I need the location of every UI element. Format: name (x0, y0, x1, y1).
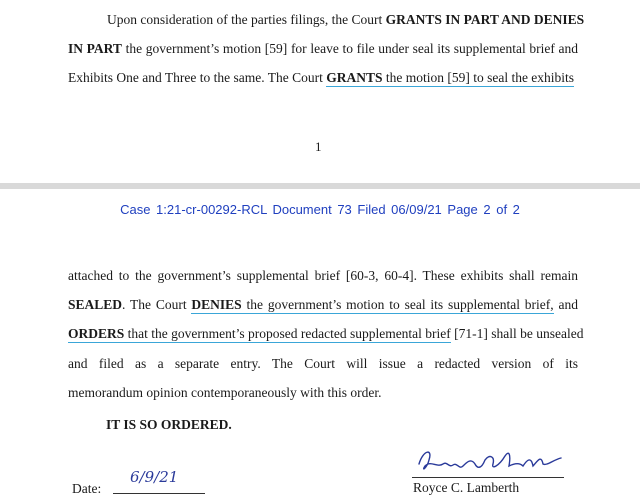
text-span: that the government’s proposed redacted supplemental brief (124, 326, 451, 341)
underlined-phrase (191, 297, 553, 314)
signature-icon (415, 446, 565, 478)
text-span: Upon consideration of the parties filings, the Court (107, 12, 386, 27)
page2-line-3 (68, 326, 584, 342)
underlined-phrase (68, 326, 451, 343)
it-is-so-ordered: IT IS SO ORDERED. (106, 417, 232, 432)
page2-line-4: and filed as a separate entry. The Court will issue a redacted version of its (68, 356, 578, 371)
bold-text: GRANTS (326, 70, 383, 85)
case-header: Case 1:21-cr-00292-RCL Document 73 Filed 06/09/21 Page 2 of 2 (120, 202, 520, 217)
page1-line-3 (68, 70, 574, 86)
bold-text: IN PART (68, 41, 122, 56)
text-span: the government’s motion [59] for leave to file under seal its supplemental brief and (121, 41, 578, 56)
page1-line-2 (68, 41, 578, 57)
bold-text: SEALED (68, 297, 123, 312)
text-span: Exhibits One and Three to the same. The Court (68, 70, 327, 85)
page2-line-1: attached to the government’s supplemental brief [60-3, 60-4]. These exhibits shall remain (68, 268, 578, 283)
text-span: . The Court (122, 297, 192, 312)
page-number: 1 (315, 139, 322, 154)
date-signature-line (113, 493, 205, 494)
handwritten-date: 6/9/21 (130, 468, 179, 486)
page1-line-1 (107, 12, 584, 28)
date-label: Date: (72, 481, 102, 496)
page-one (0, 0, 640, 183)
text-span: the government’s motion to seal its supplemental brief, (241, 297, 554, 312)
bold-text: DENIES (191, 297, 242, 312)
text-span: and (553, 297, 578, 312)
page-two (0, 189, 640, 495)
signer-name: Royce C. Lamberth (413, 480, 520, 495)
page2-line-2 (68, 297, 578, 313)
page2-line-5: memorandum opinion contemporaneously with this order. (68, 385, 382, 400)
signature-line (412, 477, 564, 478)
underlined-phrase (326, 70, 574, 87)
text-span: [71-1] shall be unsealed (450, 326, 584, 341)
text-span: the motion [59] to seal the exhibits (382, 70, 575, 85)
bold-text: GRANTS IN PART AND DENIES (385, 12, 585, 27)
bold-text: ORDERS (68, 326, 125, 341)
